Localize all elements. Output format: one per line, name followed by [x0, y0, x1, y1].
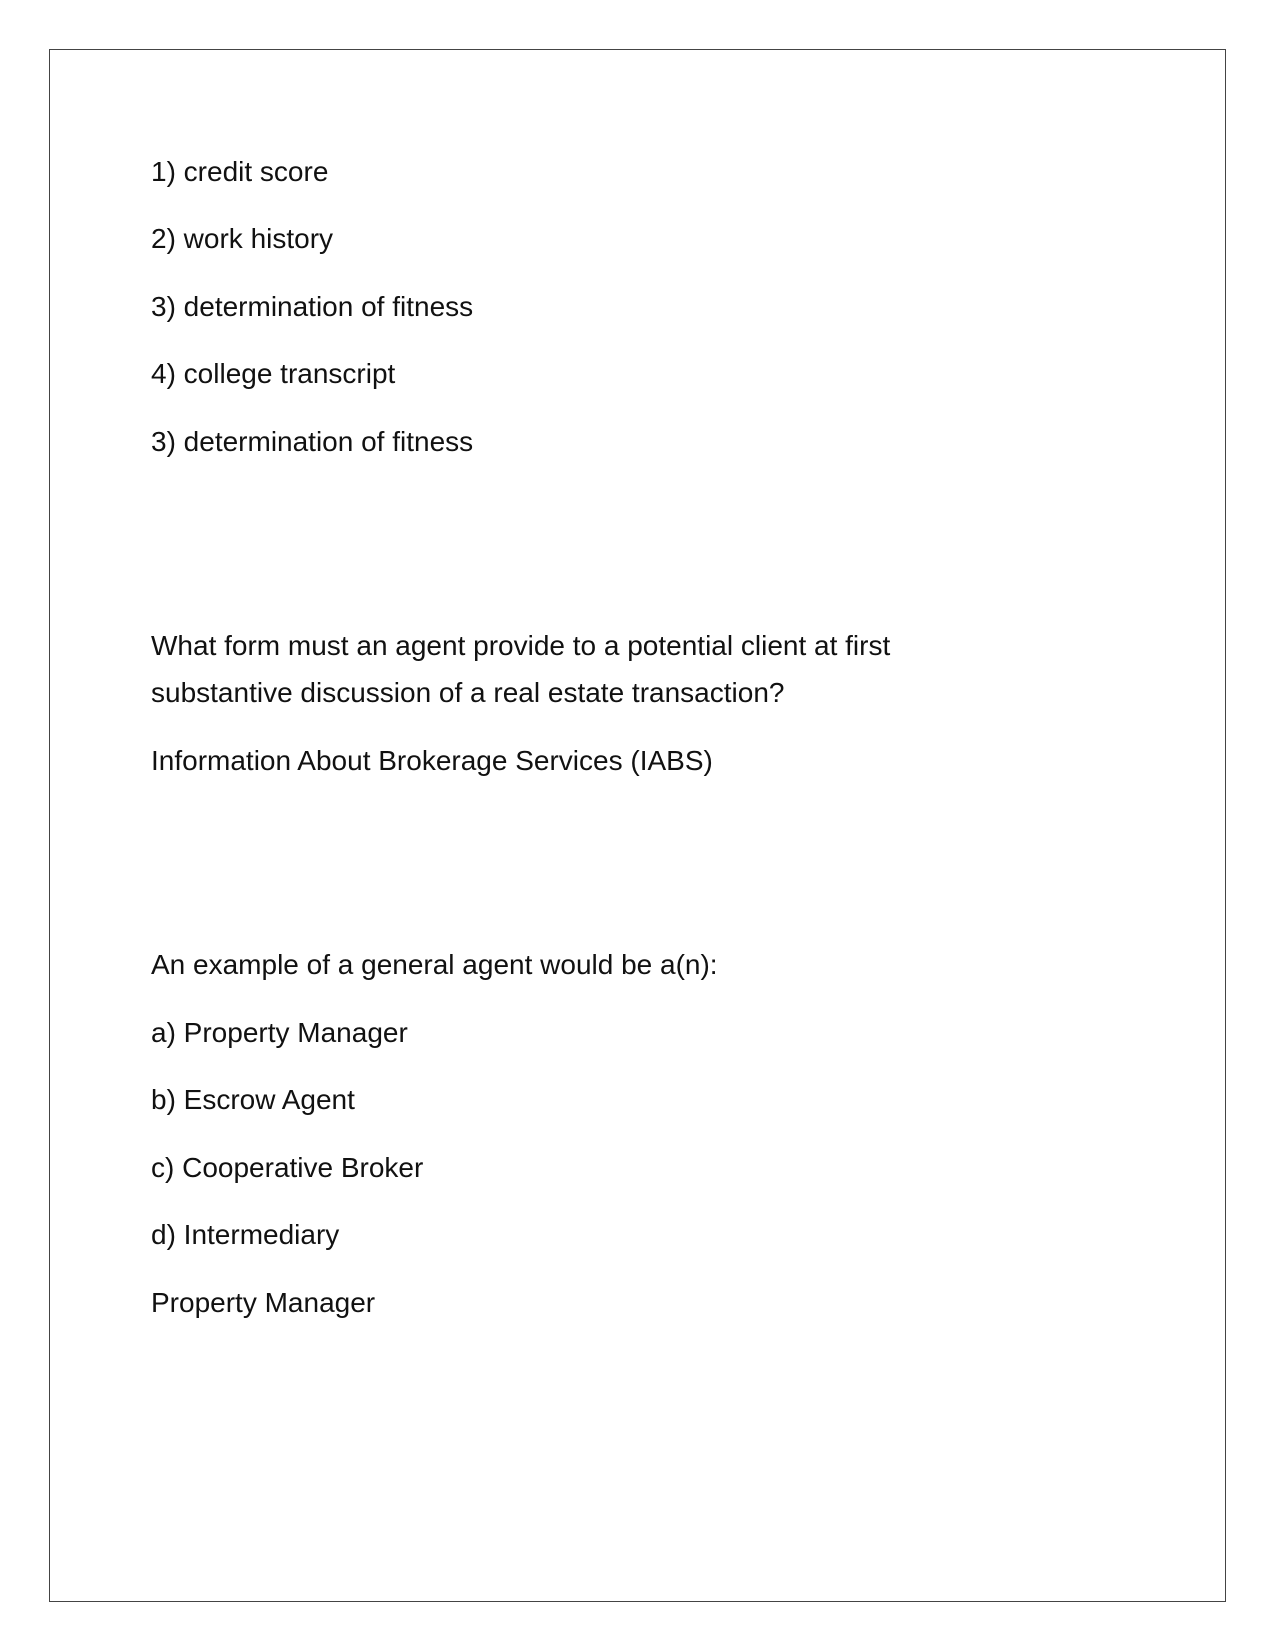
q2-answer: Information About Brokerage Services (IABS) [151, 745, 713, 776]
page-border [49, 49, 1226, 1602]
q2-question-line-2: substantive discussion of a real estate transaction? [151, 677, 785, 708]
q3-option-b: b) Escrow Agent [151, 1084, 355, 1115]
q1-option-3: 3) determination of fitness [151, 291, 474, 322]
q3-answer: Property Manager [151, 1287, 376, 1318]
q1-option-1: 1) credit score [151, 156, 329, 187]
q1-option-2: 2) work history [151, 223, 334, 254]
q3-question: An example of a general agent would be a(n): [151, 949, 718, 980]
q3-option-c: c) Cooperative Broker [151, 1152, 424, 1183]
q1-option-4: 4) college transcript [151, 358, 396, 389]
q3-option-a: a) Property Manager [151, 1017, 408, 1048]
q2-question-line-1: What form must an agent provide to a potential client at first [151, 630, 891, 661]
q3-option-d: d) Intermediary [151, 1219, 340, 1250]
q1-answer: 3) determination of fitness [151, 426, 474, 457]
